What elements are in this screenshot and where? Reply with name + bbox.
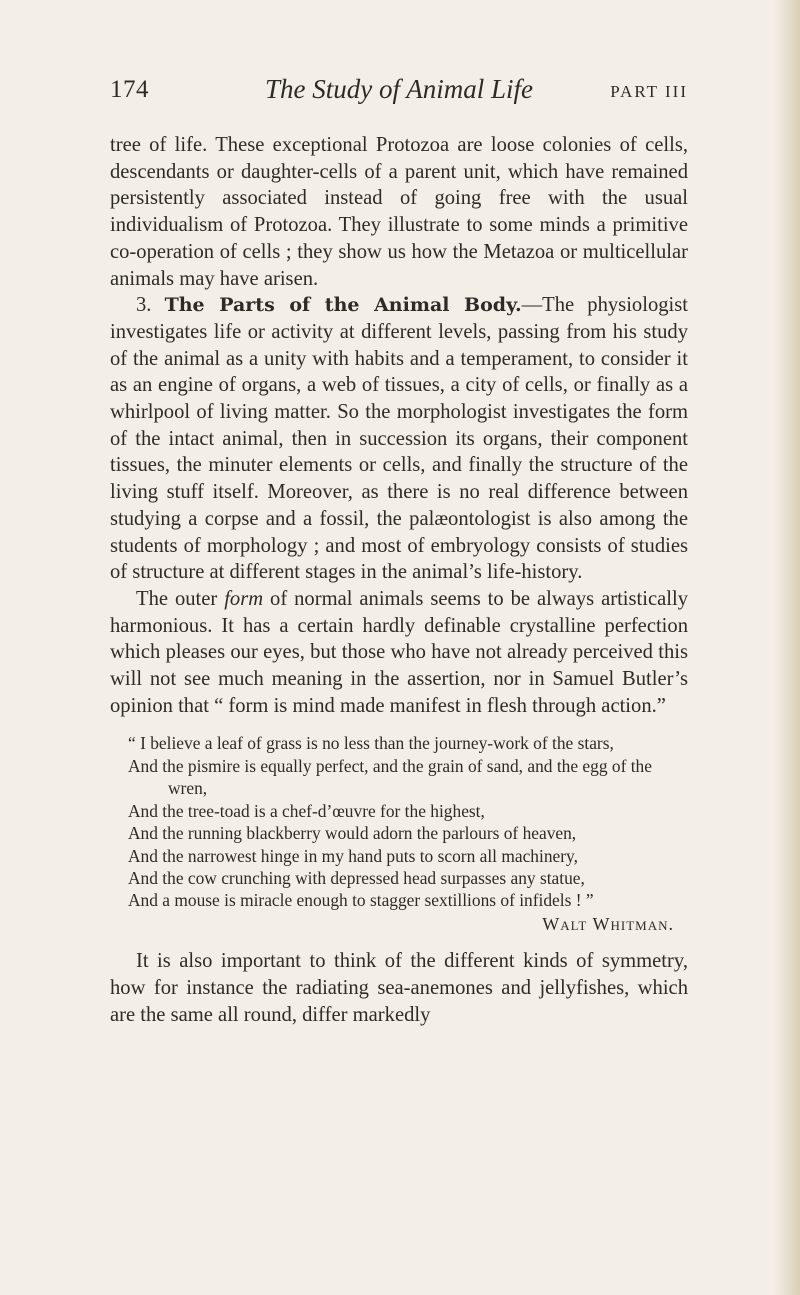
poem-line: “ I believe a leaf of grass is no less than the journey-work of the stars, [128,733,614,754]
section-paragraph-text: —The physiologist investigates life or activity at different levels, passing from his study of the animal as a unity with habits and a temperament, to consider it as an engine of organs, a web of tissues, a city of cells, or finally as a whirlpool of living matter. So the morphologist investigates the form of the intact animal, then in succession its organs, their component tissues, the minuter elements or cells, and finally the structure of the living stuff itself. Moreover, as there is no real difference between studying a corpse and a fossil, the palæontologist is also among the students of morphology ; and most of embryology consists of studies of structure at different stages in the animal’s life-history. [110,294,688,584]
poem-line: And the pismire is equally perfect, and the grain of sand, and the egg of the wren, [128,755,652,799]
section-number: 3. [136,294,152,317]
poem-line: And a mouse is miracle enough to stagger sextillions of infidels ! ” [128,890,594,911]
page-number: 174 [110,76,149,103]
form-paragraph-text: of normal animals seems to be always artistically harmonious. It has a certain hardly definable crystalline perfection which pleases our eyes, but those who have not already perceived this will not see much meaning in the assertion, nor in Samuel Butler’s opinion that “ form is mind made manifest in flesh through action.” [110,587,688,717]
section-heading: The Parts of the Animal Body. [164,294,522,317]
paragraph-continuation: tree of life. These exceptional Protozoa are loose colonies of cells, descendants or daughter-cells of a parent unit, which have remained persistently associated instead of going free with the usual individualism of Protozoa. They illustrate to some minds a primitive co-operation of cells ; they show us how the Metazoa or multicellular animals may have arisen. [110,134,688,290]
symmetry-paragraph: It is also important to think of the different kinds of symmetry, how for instance the radiating sea-anemones and jellyfishes, which are the same all round, differ markedly [110,950,688,1026]
emphasis-form: form [224,587,264,610]
poem-line: And the tree-toad is a chef-d’œuvre for the highest, [128,800,485,821]
page-edge-shadow [774,0,800,1295]
body-text [110,132,688,1028]
poem-quotation [110,732,688,935]
poem-line: And the running blackberry would adorn the parlours of heaven, [128,823,577,844]
poem-attribution: Walt Whitman. [542,913,674,934]
section-paragraph [110,292,688,586]
poem-line: And the cow crunching with depressed head surpasses any statue, [128,867,585,888]
running-title: The Study of Animal Life [265,74,533,104]
part-label: PART III [610,82,688,101]
form-paragraph-start: The outer [136,587,225,610]
running-header [110,74,688,108]
form-paragraph [110,586,688,720]
poem-line: And the narrowest hinge in my hand puts to scorn all machinery, [128,845,578,866]
